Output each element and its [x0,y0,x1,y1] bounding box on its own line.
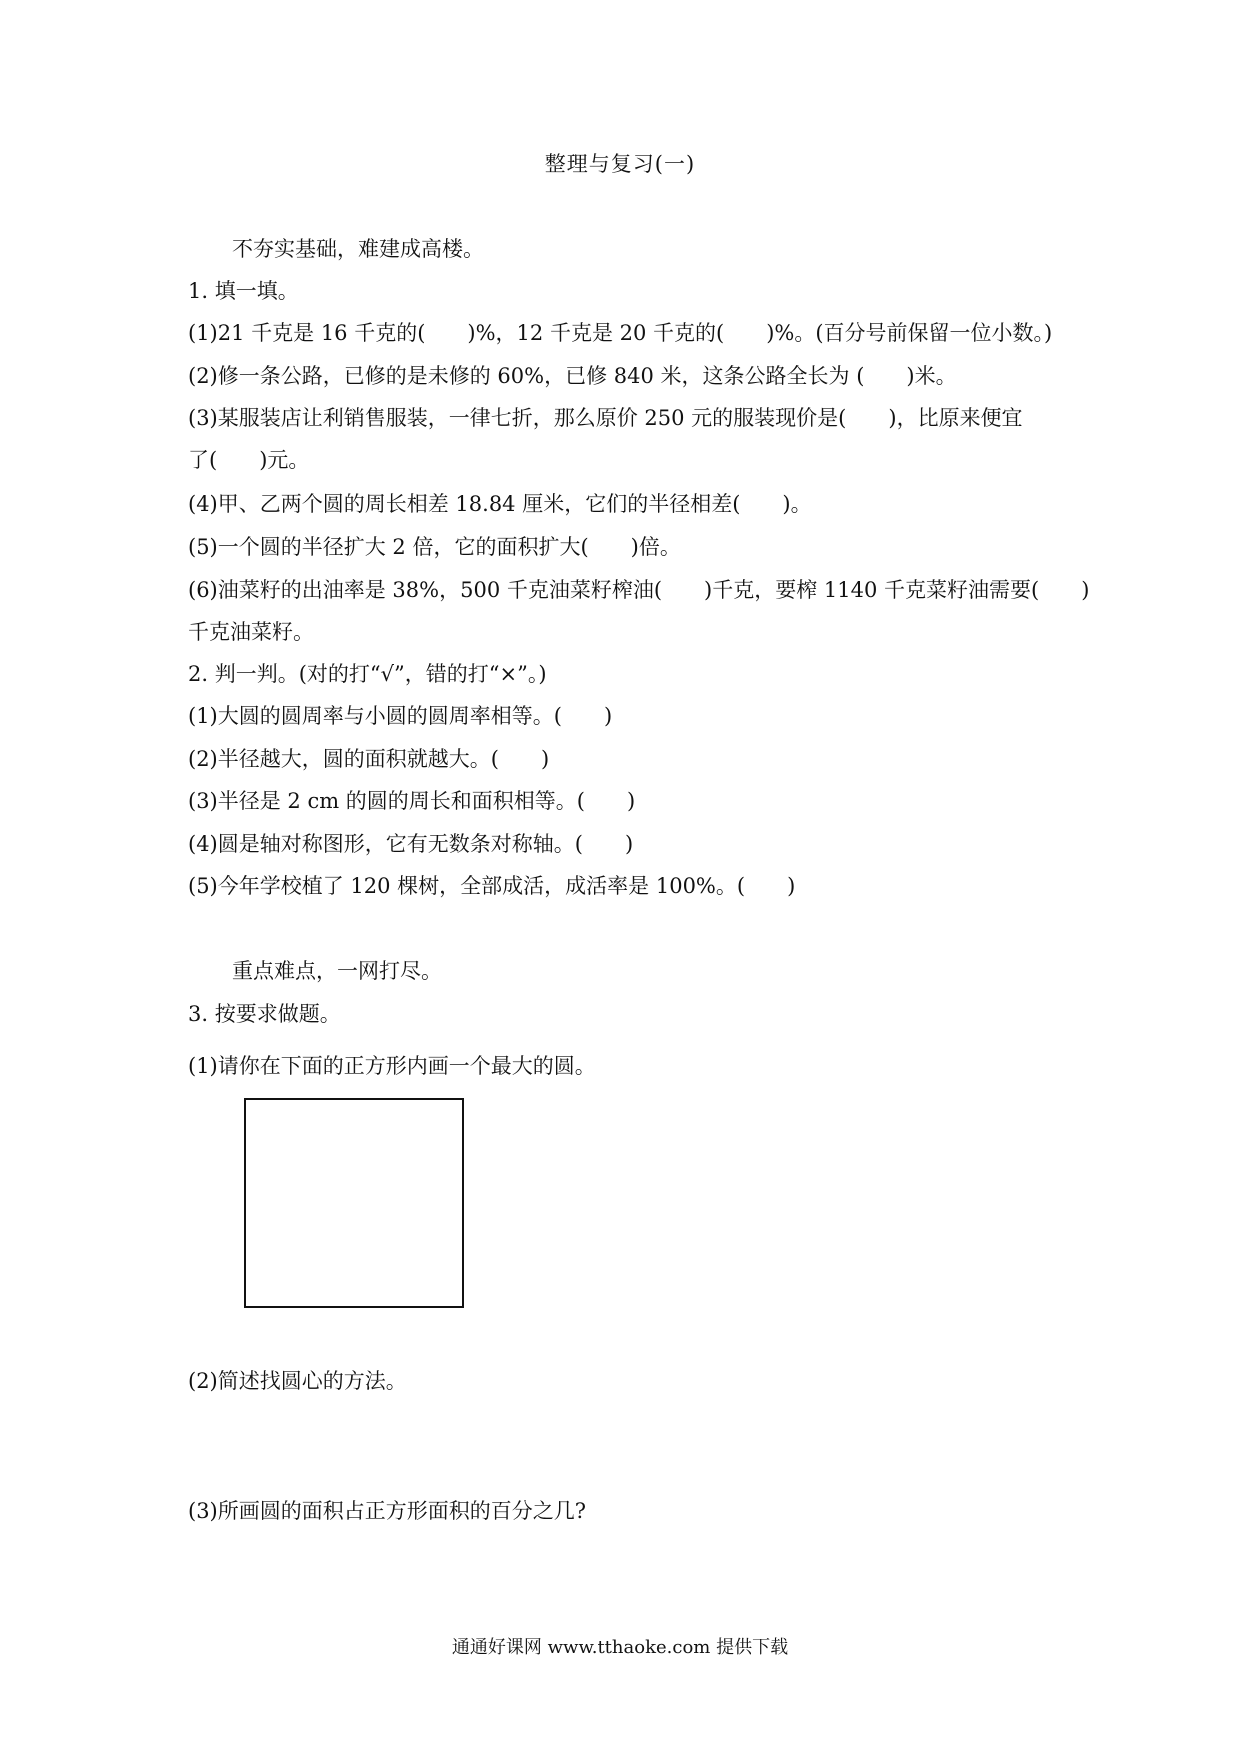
question-1-item: (6)油菜籽的出油率是 38%，500 千克油菜籽榨油( )千克，要榨 1140 千克菜籽油需要( ) [188,578,1090,602]
question-1-item: (4)甲、乙两个圆的周长相差 18.84 厘米，它们的半径相差( )。 [188,492,812,516]
question-1-item: (2)修一条公路，已修的是未修的 60%，已修 840 米，这条公路全长为 ( )米。 [188,364,957,388]
question-1-item: (3)某服装店让利销售服装，一律七折，那么原价 250 元的服装现价是( )，比原来便宜 [188,406,1023,430]
question-2-item: (5)今年学校植了 120 棵树，全部成活，成活率是 100%。( ) [188,874,796,898]
question-1-item: (1)21 千克是 16 千克的( )%，12 千克是 20 千克的( )%。(百分号前保留一位小数。) [188,321,1053,345]
question-2-item: (4)圆是轴对称图形，它有无数条对称轴。( ) [188,832,634,856]
page-footer: 通通好课网 www.tthaoke.com 提供下载 [451,1637,789,1658]
question-1-heading: 1. 填一填。 [188,279,299,303]
question-2-item: (3)半径是 2 cm 的圆的周长和面积相等。( ) [188,789,636,813]
motto-basics: 不夯实基础，难建成高楼。 [232,237,484,261]
question-1-item-continued: 千克油菜籽。 [188,620,314,644]
question-1-item: (5)一个圆的半径扩大 2 倍，它的面积扩大( )倍。 [188,535,681,559]
question-3-heading: 3. 按要求做题。 [188,1002,341,1026]
motto-key-points: 重点难点，一网打尽。 [232,959,442,983]
question-1-item-continued: 了( )元。 [188,448,310,472]
drawing-square [244,1098,464,1308]
question-3-item: (3)所画圆的面积占正方形面积的百分之几? [188,1499,587,1523]
question-2-item: (2)半径越大，圆的面积就越大。( ) [188,747,550,771]
question-2-heading: 2. 判一判。(对的打“√”，错的打“×”。) [188,662,547,686]
question-3-item: (2)简述找圆心的方法。 [188,1369,407,1393]
question-3-item: (1)请你在下面的正方形内画一个最大的圆。 [188,1054,596,1078]
page-title: 整理与复习(一) [544,152,696,176]
question-2-item: (1)大圆的圆周率与小圆的圆周率相等。( ) [188,704,613,728]
